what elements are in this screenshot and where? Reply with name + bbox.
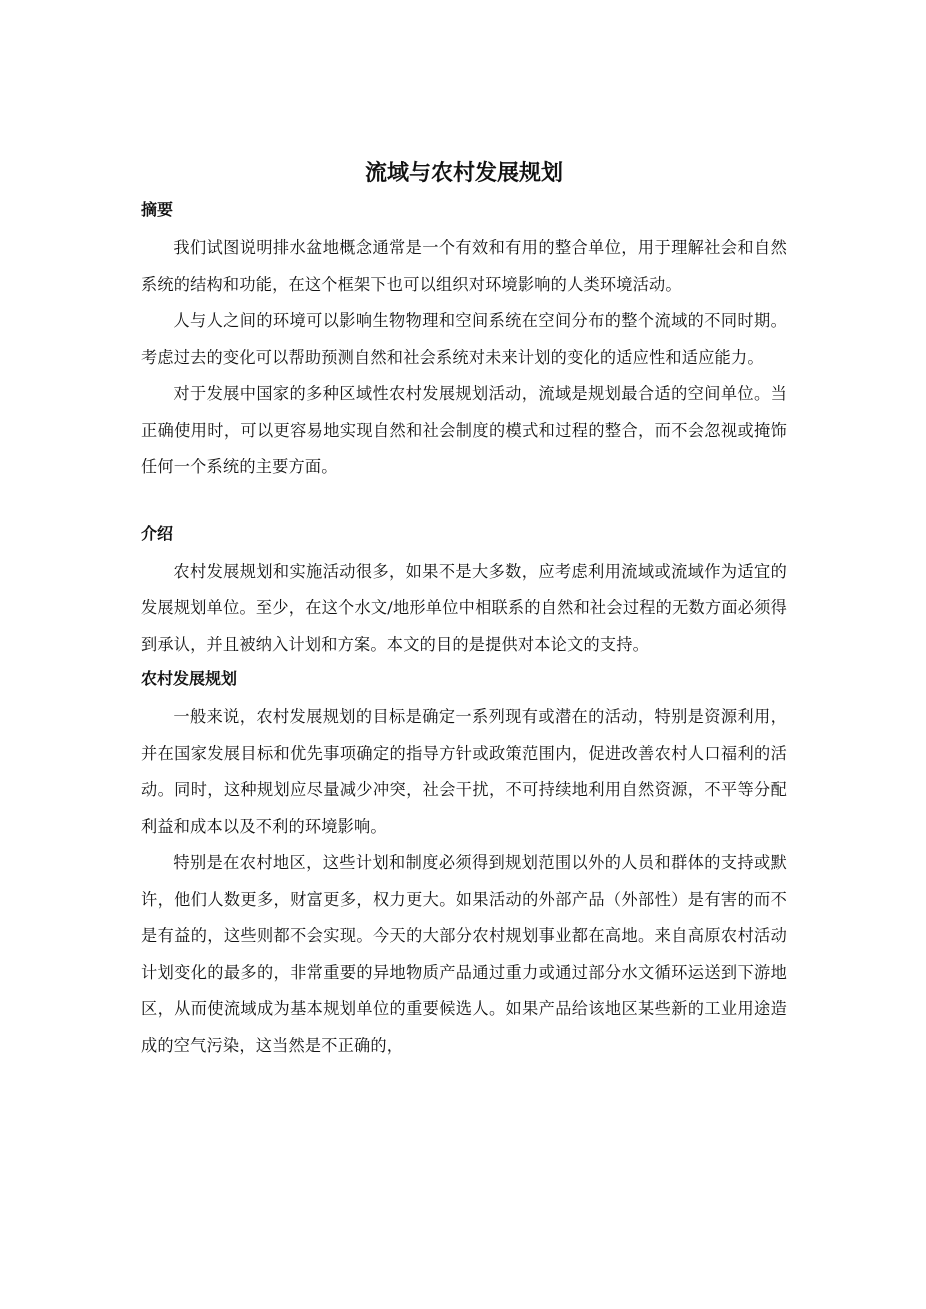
section-heading-rural-planning: 农村发展规划 (141, 669, 238, 688)
document-page (141, 156, 787, 1064)
abstract-paragraph-2: 人与人之间的环境可以影响生物物理和空间系统在空间分布的整个流域的不同时期。考虑过去的变化可以帮助预测自然和社会系统对未来计划的变化的适应性和适应能力。 (141, 311, 787, 367)
section-introduction (141, 520, 787, 664)
section-heading-abstract: 摘要 (141, 200, 174, 219)
section-heading-introduction: 介绍 (141, 523, 174, 543)
section-spacer (141, 486, 787, 520)
rural-planning-paragraph-1: 一般来说，农村发展规划的目标是确定一系列现有或潜在的活动，特别是资源利用，并在国家发展目标和优先事项确定的指导方针或政策范围内，促进改善农村人口福利的活动。同时，这种规划应尽量减少冲突，社会干扰，不可持续地利用自然资源，不平等分配利益和成本以及不利的环境影响。 (141, 707, 787, 836)
abstract-paragraph-1: 我们试图说明排水盆地概念通常是一个有效和有用的整合单位，用于理解社会和自然系统的结构和功能，在这个框架下也可以组织对环境影响的人类环境活动。 (141, 238, 787, 294)
document-title: 流域与农村发展规划 (364, 161, 563, 186)
section-abstract (141, 196, 787, 486)
abstract-paragraph-3: 对于发展中国家的多种区域性农村发展规划活动，流域是规划最合适的空间单位。当正确使用时，可以更容易地实现自然和社会制度的模式和过程的整合，而不会忽视或掩饰任何一个系统的主要方面。 (141, 384, 787, 476)
introduction-paragraph-1: 农村发展规划和实施活动很多，如果不是大多数，应考虑利用流域或流域作为适宜的发展规划单位。至少，在这个水文/地形单位中相联系的自然和社会过程的无数方面必须得到承认，并且被纳入计划和方案。本文的目的是提供对本论文的支持。 (141, 561, 787, 654)
rural-planning-paragraph-2: 特别是在农村地区，这些计划和制度必须得到规划范围以外的人员和群体的支持或默许，他们人数更多，财富更多，权力更大。如果活动的外部产品（外部性）是有害的而不是有益的，这些则都不会实现。今天的大部分农村规划事业都在高地。来自高原农村活动计划变化的最多的，非常重要的异地物质产品通过重力或通过部分水文循环运送到下游地区，从而使流域成为基本规划单位的重要候选人。如果产品给该地区某些新的工业用途造成的空气污染，这当然是不正确的， (141, 853, 787, 1055)
section-rural-planning (141, 665, 787, 1064)
